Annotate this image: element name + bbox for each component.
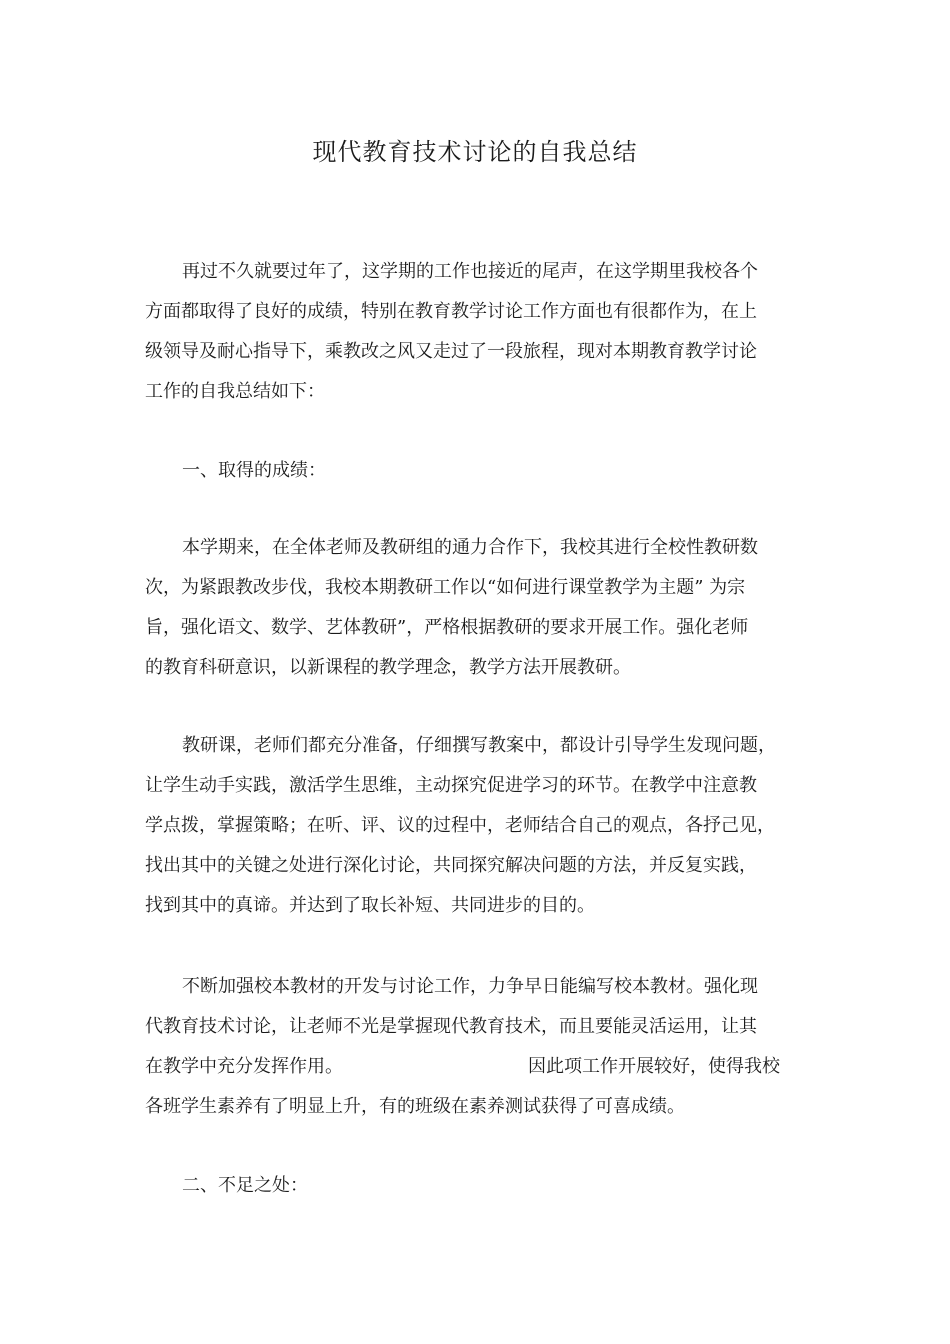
text-line: 让学生动手实践，激活学生思维，主动探究促进学习的环节。在教学中注意教: [145, 775, 757, 796]
text-line: 学点拨，掌握策略；在听、评、议的过程中，老师结合自己的观点，各抒己见，: [145, 815, 775, 836]
text-line: 方面都取得了良好的成绩，特别在教育教学讨论工作方面也有很都作为，在上: [145, 301, 757, 322]
text-line: 各班学生素养有了明显上升，有的班级在素养测试获得了可喜成绩。: [145, 1096, 685, 1117]
heading-text: 一、取得的成绩：: [182, 460, 326, 481]
text-line: 找到其中的真谛。并达到了取长补短、共同进步的目的。: [145, 895, 595, 916]
text-line: [145, 1047, 805, 1087]
text-line: 再过不久就要过年了，这学期的工作也接近的尾声，在这学期里我校各个: [182, 261, 758, 282]
text-line: 本学期来，在全体老师及教研组的通力合作下，我校其进行全校性教研数: [182, 537, 758, 558]
paragraph-school-textbook: [145, 967, 805, 1127]
text-line: 旨，强化语文、数学、艺体教研”，严格根据教研的要求开展工作。强化老师: [145, 617, 749, 638]
text-line: 次，为紧跟教改步伐，我校本期教研工作以“如何进行课堂教学为主题” 为宗: [145, 577, 746, 598]
text-line: 找出其中的关键之处进行深化讨论，共同探究解决问题的方法，并反复实践，: [145, 855, 757, 876]
text-line: 教研课，老师们都充分准备，仔细撰写教案中，都设计引导学生发现问题，: [182, 735, 776, 756]
text-line: 工作的自我总结如下：: [145, 381, 325, 402]
text-fragment: 因此项工作开展较好，使得我校: [528, 1056, 780, 1077]
text-line: 代教育技术讨论，让老师不光是掌握现代教育技术，而且要能灵活运用，让其: [145, 1016, 757, 1037]
text-fragment: 在教学中充分发挥作用。: [145, 1056, 343, 1077]
section-heading-achievements: [145, 451, 805, 491]
text-line: 不断加强校本教材的开发与讨论工作，力争早日能编写校本教材。强化现: [182, 976, 758, 997]
document-title: 现代教育技术讨论的自我总结: [312, 138, 638, 166]
paragraph-teaching-research: [145, 726, 805, 926]
paragraph-intro: [145, 252, 805, 412]
heading-text: 二、不足之处：: [182, 1175, 308, 1196]
text-line: 级领导及耐心指导下，乘教改之风又走过了一段旅程，现对本期教育教学讨论: [145, 341, 757, 362]
paragraph-achievements: [145, 528, 805, 688]
section-heading-shortcomings: [145, 1166, 805, 1206]
text-line: 的教育科研意识，以新课程的教学理念，教学方法开展教研。: [145, 657, 631, 678]
